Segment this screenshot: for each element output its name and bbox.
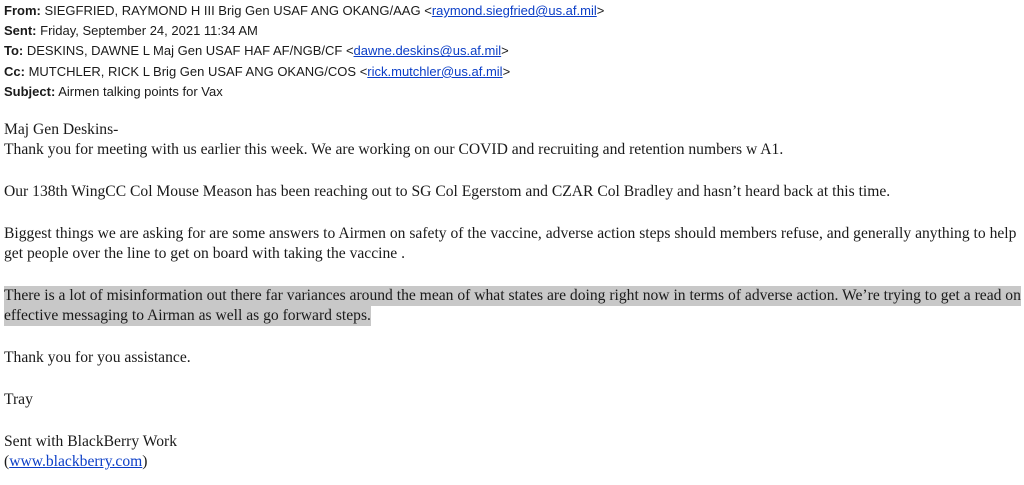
greeting: Maj Gen Deskins- — [4, 121, 119, 138]
to-email-link[interactable]: dawne.deskins@us.af.mil — [353, 43, 502, 59]
paragraph-5: Thank you for you assistance. — [4, 349, 191, 366]
paragraph-4 — [4, 286, 1022, 326]
blackberry-link[interactable]: www.blackberry.com — [9, 453, 143, 470]
cc-name: MUTCHLER, RICK L Brig Gen USAF ANG OKANG/COS — [28, 63, 357, 79]
email-body — [4, 120, 1022, 472]
link-line: (www.blackberry.com) — [4, 453, 148, 470]
cc-label: Cc: — [4, 63, 25, 79]
subject-label: Subject: — [4, 83, 56, 99]
paragraph-1: Thank you for meeting with us earlier this week. We are working on our COVID and recruiting and retention numbers w A1. — [4, 141, 784, 158]
from-name: SIEGFRIED, RAYMOND H III Brig Gen USAF ANG OKANG/AAG — [44, 3, 421, 18]
sent-label: Sent: — [4, 23, 37, 39]
to-row: To: DESKINS, DAWNE L Maj Gen USAF HAF AF/NGB/CF <dawne.deskins@us.af.mil> — [4, 43, 509, 59]
signature: Tray — [4, 391, 33, 408]
sent-with-line: Sent with BlackBerry Work — [4, 433, 177, 450]
from-email-link[interactable]: raymond.siegfried@us.af.mil — [431, 3, 597, 18]
subject-row — [4, 82, 604, 102]
paragraph-2: Our 138th WingCC Col Mouse Meason has been reaching out to SG Col Egerstom and CZAR Col Bradley and hasn’t heard back at this time. — [4, 183, 891, 200]
cc-row: Cc: MUTCHLER, RICK L Brig Gen USAF ANG OKANG/COS <rick.mutchler@us.af.mil> — [4, 63, 511, 79]
paragraph-3: Biggest things we are asking for are some answers to Airmen on safety of the vaccine, adverse action steps should members refuse, and generally anything to help get people over the line to get on board with taking the vaccine . — [4, 225, 1017, 262]
to-label: To: — [4, 43, 24, 59]
highlighted-text: There is a lot of misinformation out there far variances around the mean of what states are doing right now in terms of adverse action. We’re trying to get a read on effective messaging to Airman as well as go forward steps. — [4, 287, 1021, 324]
sent-row — [4, 21, 604, 41]
cc-email-link[interactable]: rick.mutchler@us.af.mil — [367, 63, 503, 79]
sent-value: Friday, September 24, 2021 11:34 AM — [40, 23, 258, 39]
subject-value: Airmen talking points for Vax — [58, 83, 223, 99]
email-header — [4, 1, 604, 102]
from-label: From: — [4, 3, 41, 18]
to-name: DESKINS, DAWNE L Maj Gen USAF HAF AF/NGB/CF — [26, 43, 343, 59]
from-row: From: SIEGFRIED, RAYMOND H III Brig Gen USAF ANG OKANG/AAG <raymond.siegfried@us.af.mil> — [4, 3, 605, 18]
